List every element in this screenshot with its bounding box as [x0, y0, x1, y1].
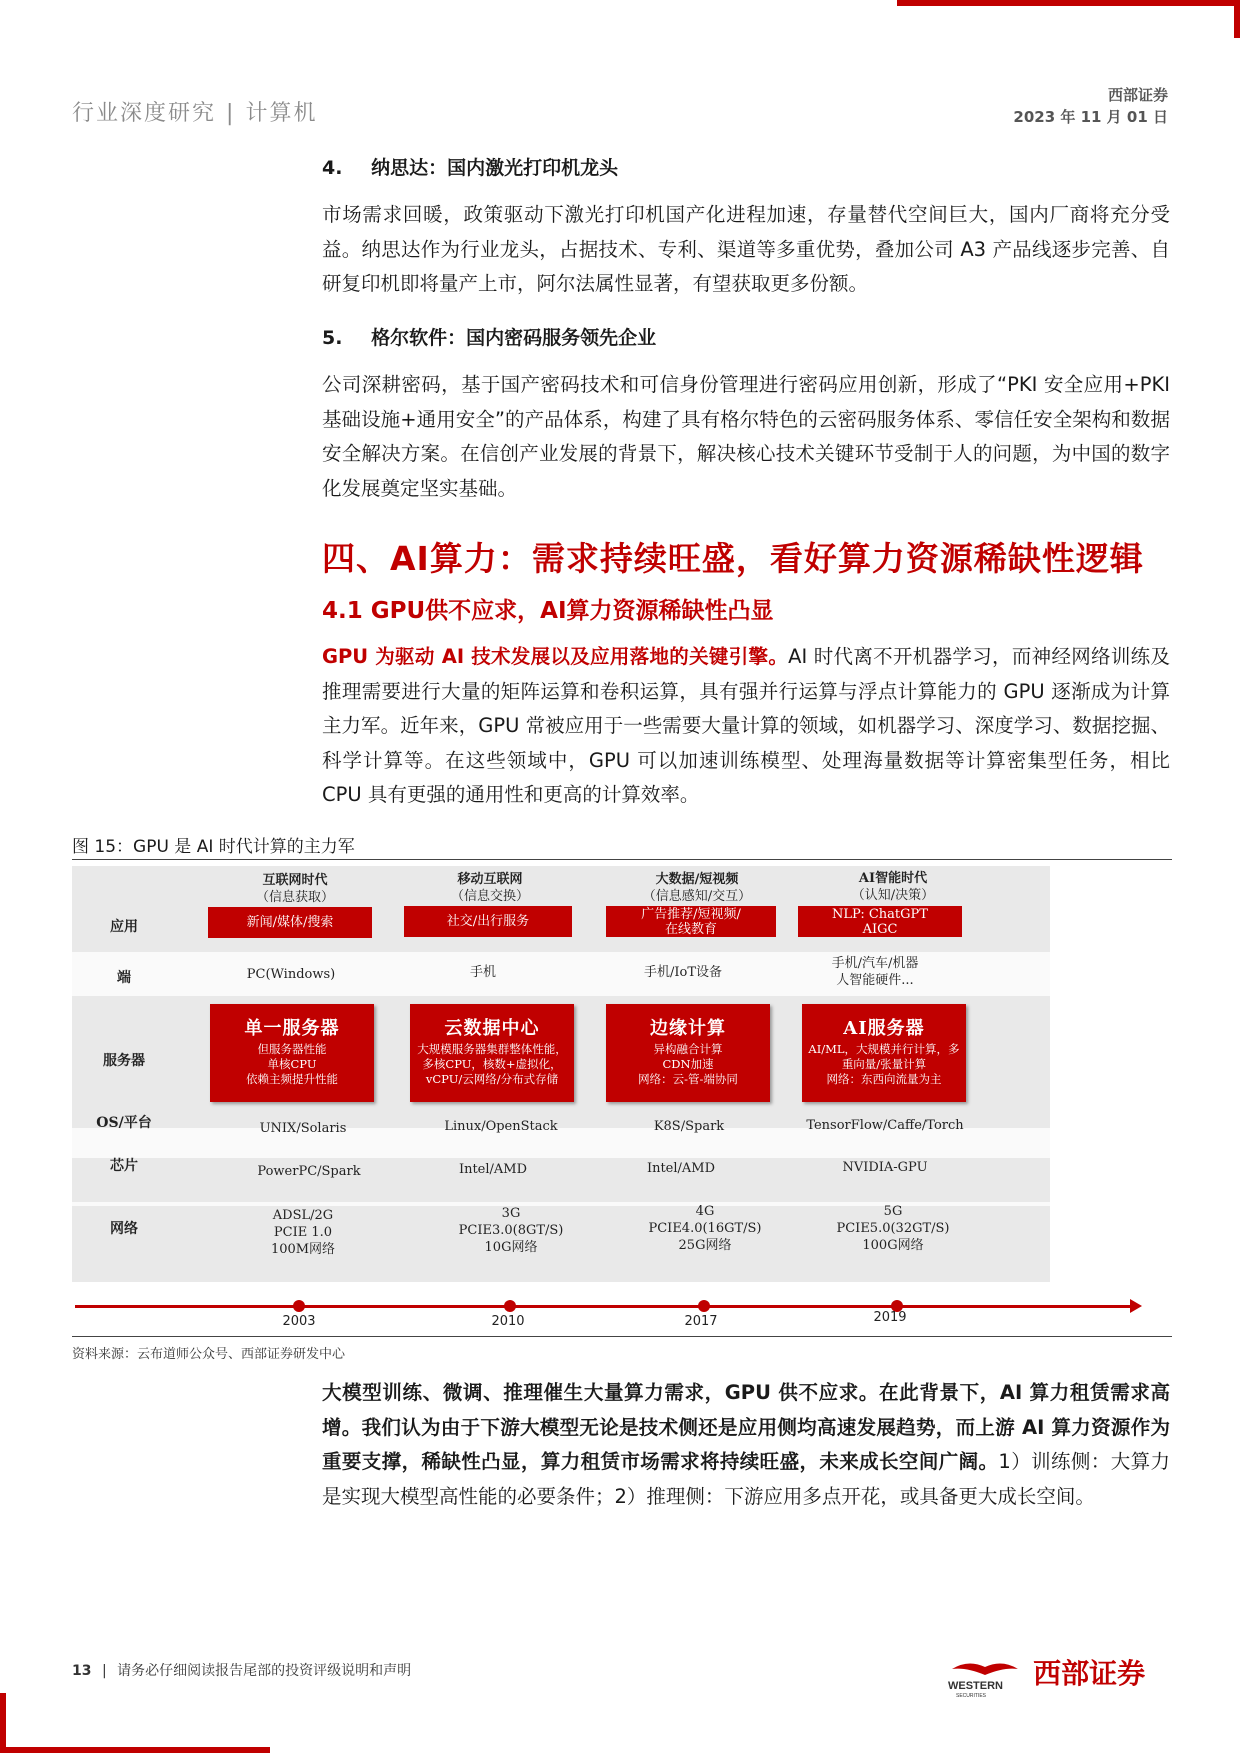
logo-text-en-sub: SECURITIES [956, 1692, 987, 1699]
header-company: 西部证券 [1107, 86, 1168, 104]
item-number: 5. [322, 327, 343, 349]
timeline-arrow-icon [1130, 1299, 1142, 1313]
chip-cell: Intel/AMD [646, 1161, 716, 1176]
chip-cell: Intel/AMD [458, 1162, 528, 1177]
row-label-app: 应用 [110, 919, 138, 935]
era-name: 互联网时代 [262, 873, 328, 888]
server-title: 边缘计算 [650, 1018, 726, 1039]
network-cell: ADSL/2G PCIE 1.0 100M网络 [270, 1208, 336, 1257]
server-box [606, 1004, 770, 1102]
os-cell: TensorFlow/Caffe/Torch [806, 1118, 964, 1133]
terminal-cell: 手机 [469, 965, 496, 980]
app-box: NLP: ChatGPT AIGC [798, 906, 962, 937]
chip-cell: PowerPC/Spark [257, 1164, 361, 1179]
timeline-dot [504, 1300, 516, 1312]
row-label-network: 网络 [110, 1221, 138, 1237]
item-paragraph: 公司深耕密码，基于国产密码技术和可信身份管理进行密码应用创新，形成了“PKI 安全应用+PKI 基础设施+通用安全”的产品体系，构建了具有格尔特色的云密码服务体系、零信任安全架构和数据安全解决方案。在信创产业发展的背景下，解决核心技术关键环节受制于人的问题，为中国的数字化发展奠定坚实基础。 [322, 373, 1170, 500]
app-box: 社交/出行服务 [404, 906, 572, 937]
item-title: 纳思达：国内激光打印机龙头 [371, 157, 619, 179]
server-box [210, 1004, 374, 1102]
figure-bottom-rule [72, 1336, 1172, 1337]
item-number: 4. [322, 157, 343, 179]
era-name: AI智能时代 [858, 871, 928, 886]
footer-disclaimer: 请务必仔细阅读报告尾部的投资评级说明和声明 [117, 1663, 412, 1679]
row-label-server: 服务器 [103, 1053, 145, 1069]
paragraph-body: AI 时代离不开机器学习，而神经网络训练及推理需要进行大量的矩阵运算和卷积运算，具有强并行运算与浮点计算能力的 GPU 逐渐成为计算主力军。近年来，GPU 常被应用于一些需要大量计算的领域，如机器学习、深度学习、数据挖掘、科学计算等。在这些领域中，GPU 可以加速训练模型、处理海量数据等计算密集型任务，相比 CPU 具有更强的通用性和更高的计算效率。 [322, 645, 1170, 806]
timeline-year: 2019 [873, 1310, 907, 1325]
timeline-axis [75, 1305, 1135, 1308]
timeline-year: 2017 [684, 1314, 718, 1329]
header-separator: | [226, 101, 236, 126]
chip-cell: NVIDIA-GPU [842, 1160, 928, 1175]
os-cell: K8S/Spark [653, 1119, 725, 1134]
os-cell: Linux/OpenStack [444, 1119, 558, 1134]
bottom-corner-bar [0, 1747, 270, 1753]
top-corner-bar-vertical [1234, 0, 1240, 38]
item-paragraph: 市场需求回暖，政策驱动下激光打印机国产化进程加速，存量替代空间巨大，国内厂商将充分受益。纳思达作为行业龙头，占据技术、专利、渠道等多重优势，叠加公司 A3 产品线逐步完善、自研复印机即将量产上市，阿尔法属性显著，有望获取更多份额。 [322, 203, 1170, 295]
server-desc: AI/ML，大规模并行计算，多重向量/张量计算 网络：东西向流量为主 [808, 1042, 960, 1086]
item-heading [322, 153, 618, 180]
section-paragraph-2 [322, 1376, 1170, 1514]
app-box: 广告推荐/短视频/ 在线教育 [606, 906, 776, 937]
top-corner-bar [897, 0, 1240, 6]
category-label: 行业深度研究 [72, 101, 217, 126]
era-sub: （信息感知/交互） [642, 889, 752, 904]
header-date: 2023 年 11 月 01 日 [1013, 108, 1168, 126]
footer-separator: | [101, 1663, 107, 1679]
server-title: AI服务器 [843, 1018, 925, 1039]
timeline-year: 2010 [491, 1314, 525, 1329]
section-title: 四、AI算力：需求持续旺盛，看好算力资源稀缺性逻辑 [322, 539, 1144, 578]
era-header [808, 870, 978, 904]
figure-title: 图 15：GPU 是 AI 时代计算的主力军 [72, 837, 355, 857]
bottom-corner-bar-vertical [0, 1693, 6, 1753]
timeline-dot [698, 1300, 710, 1312]
report-category [72, 96, 317, 127]
era-name: 大数据/短视频 [655, 872, 739, 887]
os-cell: UNIX/Solaris [259, 1121, 347, 1136]
paragraph-lead: 大模型训练、微调、推理催生大量算力需求，GPU 供不应求。在此背景下，AI 算力租赁需求高增。我们认为由于下游大模型无论是技术侧还是应用侧均高速发展趋势，而上游 AI 算力资源作为重要支撑，稀缺性凸显，算力租赁市场需求将持续旺盛，未来成长空间广阔。 [322, 1381, 1170, 1473]
terminal-cell: 手机/IoT设备 [643, 965, 722, 980]
section-paragraph-1 [322, 640, 1170, 813]
terminal-cell: PC(Windows) [246, 967, 336, 982]
footer-note [72, 1660, 411, 1680]
server-desc: 大规模服务器集群整体性能，多核CPU，核数+虚拟化，vCPU/云网络/分布式存储 [417, 1042, 567, 1086]
paragraph-body: 1）训练侧：大算力是实现大模型高性能的必要条件；2）推理侧：下游应用多点开花，或具备更大成长空间。 [322, 1450, 1170, 1508]
company-logo [948, 1652, 1145, 1699]
era-sub: （信息交换） [450, 889, 529, 904]
logo-text-en: WESTERN [948, 1679, 1003, 1692]
era-name: 移动互联网 [457, 872, 523, 887]
server-box [410, 1004, 574, 1102]
figure-source: 资料来源：云布道师公众号、西部证券研发中心 [72, 1347, 346, 1362]
timeline-dot [293, 1300, 305, 1312]
server-title: 云数据中心 [444, 1018, 540, 1039]
network-cell: 5G PCIE5.0(32GT/S) 100G网络 [836, 1204, 950, 1253]
era-sub: （认知/决策） [851, 888, 935, 903]
era-header [612, 871, 782, 905]
server-title: 单一服务器 [244, 1018, 340, 1039]
network-cell: 3G PCIE3.0(8GT/S) 10G网络 [458, 1206, 564, 1255]
row-label-os: OS/平台 [96, 1115, 152, 1131]
server-desc: 但服务器性能 单核CPU 依赖主频提升性能 [246, 1042, 338, 1086]
paragraph-lead: GPU 为驱动 AI 技术发展以及应用落地的关键引擎。 [322, 645, 789, 668]
row-label-chip: 芯片 [110, 1158, 138, 1174]
logo-text-cn: 西部证券 [1033, 1657, 1146, 1690]
row-label-terminal: 端 [117, 970, 131, 986]
subsection-title: 4.1 GPU供不应求，AI算力资源稀缺性凸显 [322, 598, 774, 624]
timeline-year: 2003 [282, 1314, 316, 1329]
item-heading [322, 323, 656, 350]
terminal-cell: 手机/汽车/机器 人智能硬件... [831, 956, 919, 988]
figure-top-rule [72, 859, 1172, 860]
era-header [405, 871, 575, 905]
industry-label: 计算机 [245, 101, 318, 126]
page-number: 13 [72, 1663, 92, 1679]
item-title: 格尔软件：国内密码服务领先企业 [371, 327, 657, 349]
app-box: 新闻/媒体/搜索 [208, 907, 372, 938]
era-sub: （信息获取） [255, 890, 334, 905]
server-desc: 异构融合计算 CDN加速 网络：云-管-端协同 [638, 1042, 738, 1086]
network-cell: 4G PCIE4.0(16GT/S) 25G网络 [648, 1204, 762, 1253]
server-box [802, 1004, 966, 1102]
header-meta [1013, 84, 1168, 128]
bull-horns-icon [948, 1659, 1022, 1699]
era-header [210, 872, 380, 906]
